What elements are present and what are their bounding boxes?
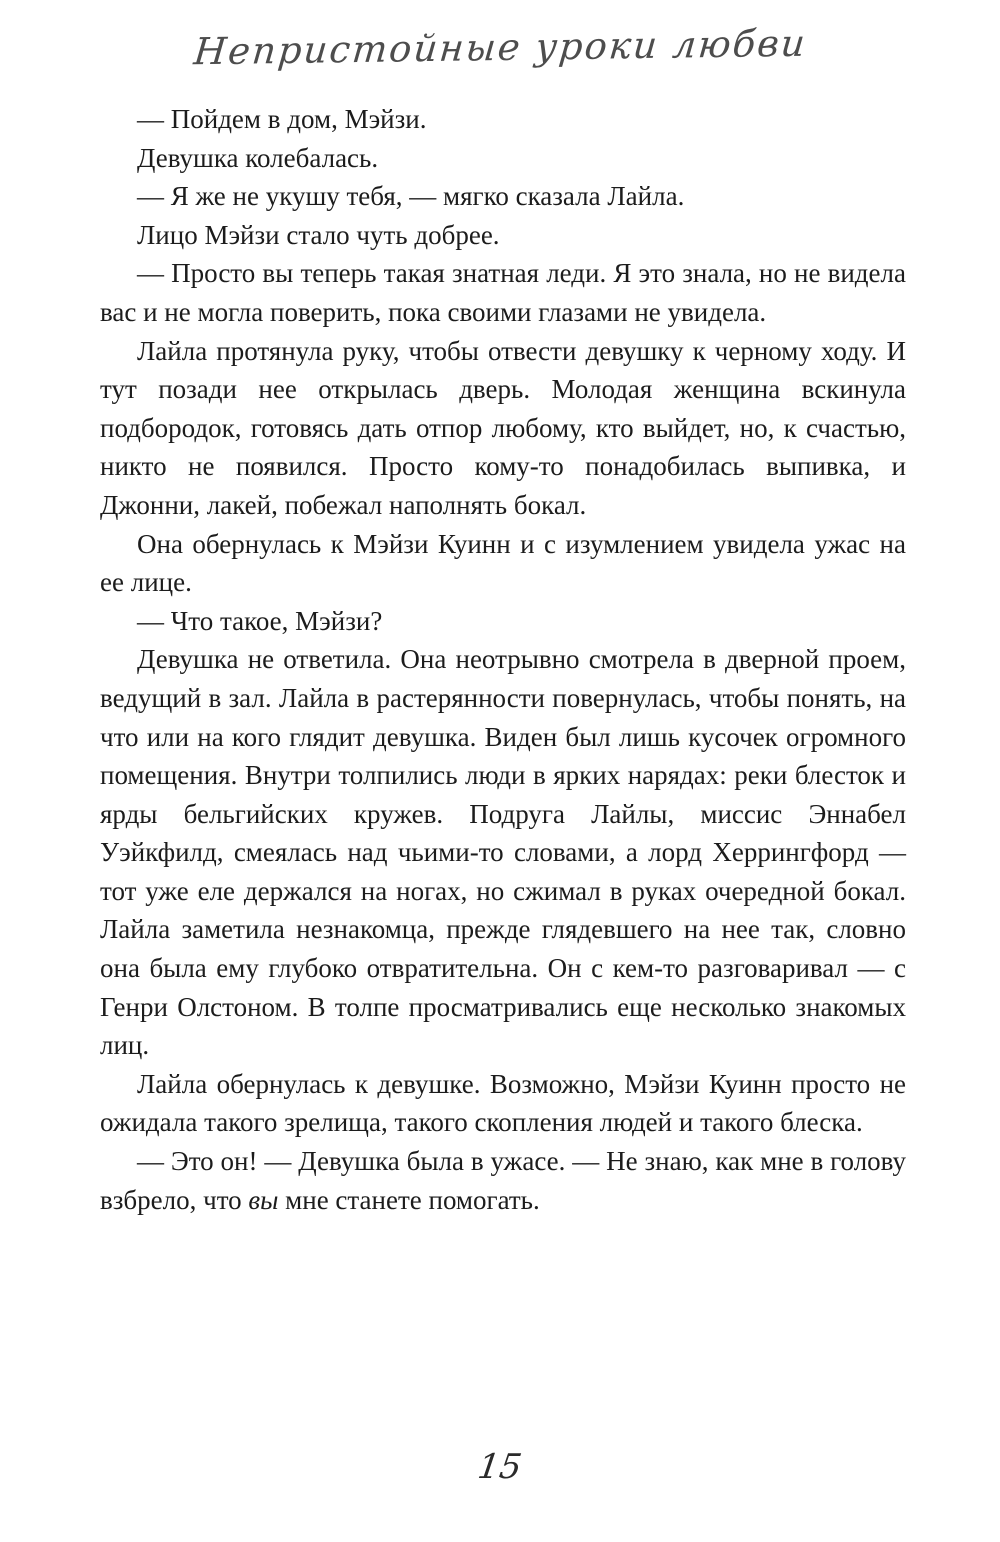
paragraph [100,177,906,216]
paragraph [100,332,906,525]
paragraph [100,216,906,255]
paragraph [100,602,906,641]
running-head [0,21,1000,74]
paragraph [100,1142,906,1219]
text-run: Лицо Мэйзи стало чуть добрее. [137,219,500,250]
paragraph [100,525,906,602]
paragraph [100,1065,906,1142]
text-run: — Просто вы теперь такая знатная леди. Я это знала, но не видела вас и не могла поверить, пока своими глазами не увидела. [100,258,906,327]
page-body [100,100,906,1219]
paragraph [100,100,906,139]
paragraph [100,640,906,1065]
paragraph [100,254,906,331]
page-number: 15 [475,1447,525,1487]
text-run: мне станете помогать. [278,1184,540,1215]
text-run: Лайла обернулась к девушке. Возможно, Мэйзи Куинн просто не ожидала такого зрелища, такого скопления людей и такого блеска. [100,1068,906,1138]
text-run: Она обернулась к Мэйзи Куинн и с изумлением увидела ужас на ее лице. [100,528,906,598]
text-run: Девушка не ответила. Она неотрывно смотрела в дверной проем, ведущий в зал. Лайла в растерянности повернулась, чтобы понять, на что или на кого глядит девушка. Виден был лишь кусочек огромного помещения. Внутри толпились люди в ярких нарядах: реки блесток и ярды бельгийских кружев. Подруга Лайлы, миссис Эннабел Уэйкфилд, смеялась над чьими-то словами, а лорд Херрингфорд — тот уже еле держался на ногах, но сжимал в руках очередной бокал. Лайла заметила незнакомца, прежде глядевшего на нее так, словно она была ему глубоко отвратительна. Он с кем-то разговаривал — с Генри Олстоном. В толпе просматривались еще несколько знакомых лиц. [100,644,906,1061]
page-footer [0,1447,1000,1487]
text-run: Лайла протянула руку, чтобы отвести девушку к черному ходу. И тут позади нее открылась дверь. Молодая женщина вскинула подбородок, готовясь дать отпор любому, кто выйдет, но, к счастью, никто не появился. Просто кому-то понадобилась выпивка, и Джонни, лакей, побежал наполнять бокал. [100,335,906,520]
text-run: — Что такое, Мэйзи? [137,605,383,636]
text-run: — Это он! — Девушка была в ужасе. — Не знаю, как мне в голову взбрело, что [100,1146,906,1215]
text-run: — Я же не укушу тебя, — мягко сказала Лайла. [137,181,685,212]
italic-text-run: вы [248,1184,279,1215]
text-run: — Пойдем в дом, Мэйзи. [137,104,427,134]
text-run: Девушка колебалась. [137,142,379,173]
book-title-handwritten: Непристойные уроки любви [191,21,809,74]
paragraph [100,139,906,178]
